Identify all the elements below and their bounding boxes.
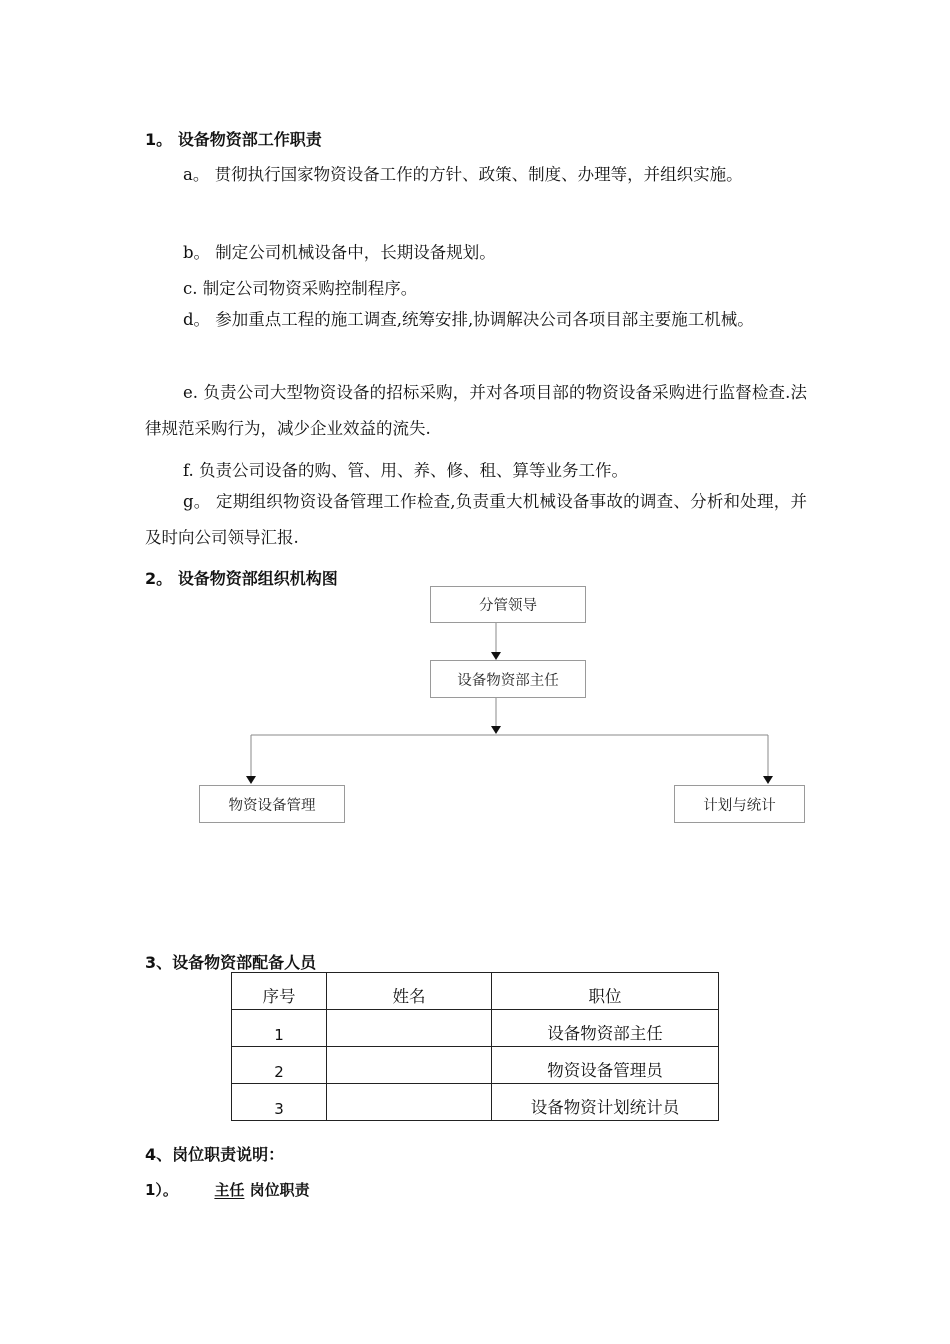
row-no: 2: [232, 1047, 327, 1084]
row-position: 设备物资计划统计员: [492, 1084, 719, 1121]
table-row: [232, 1084, 719, 1121]
row-position: 设备物资部主任: [492, 1010, 719, 1047]
org-node-middle: 设备物资部主任: [430, 660, 586, 698]
row-no: 3: [232, 1084, 327, 1121]
org-node-right: 计划与统计: [674, 785, 805, 823]
section1-heading: 1。 设备物资部工作职责: [145, 130, 322, 149]
duty-item-f: f. 负责公司设备的购、管、用、养、修、租、算等业务工作。: [183, 461, 629, 480]
duty-subheading: [145, 1179, 310, 1200]
table-header-row: [232, 973, 719, 1010]
subheading-title: 主任: [214, 1181, 245, 1199]
column-header-name: 姓名: [327, 973, 492, 1010]
table-row: [232, 1047, 719, 1084]
org-node-left: 物资设备管理: [199, 785, 345, 823]
duty-item-b: b。 制定公司机械设备中，长期设备规划。: [183, 243, 496, 262]
row-name: [327, 1084, 492, 1121]
column-header-position: 职位: [492, 973, 719, 1010]
staff-table: [231, 972, 719, 1121]
org-node-top: 分管领导: [430, 586, 586, 623]
section2-heading: 2。 设备物资部组织机构图: [145, 569, 338, 588]
section3-heading: 3、设备物资部配备人员: [145, 953, 317, 972]
duty-item-d: d。 参加重点工程的施工调查,统筹安排,协调解决公司各项目部主要施工机械。: [183, 310, 754, 329]
subheading-prefix: 1）。: [145, 1181, 178, 1199]
section4-heading: 4、岗位职责说明：: [145, 1145, 285, 1164]
row-position: 物资设备管理员: [492, 1047, 719, 1084]
column-header-no: 序号: [232, 973, 327, 1010]
table-row: [232, 1010, 719, 1047]
row-no: 1: [232, 1010, 327, 1047]
row-name: [327, 1047, 492, 1084]
duty-item-e: e. 负责公司大型物资设备的招标采购，并对各项目部的物资设备采购进行监督检查.法律规范采购行为，减少企业效益的流失.: [145, 383, 807, 438]
subheading-suffix: 岗位职责: [249, 1181, 310, 1199]
duty-item-a: a。 贯彻执行国家物资设备工作的方针、政策、制度、办理等，并组织实施。: [183, 165, 743, 184]
duty-item-g: g。 定期组织物资设备管理工作检查,负责重大机械设备事故的调查、分析和处理，并及时向公司领导汇报.: [145, 492, 807, 547]
duty-item-c: c. 制定公司物资采购控制程序。: [183, 279, 418, 298]
row-name: [327, 1010, 492, 1047]
